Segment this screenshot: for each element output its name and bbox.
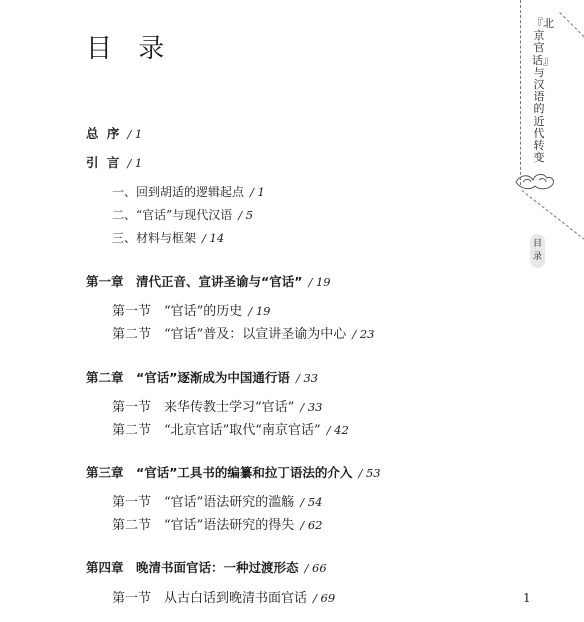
toc-chapter-2[interactable] (86, 368, 318, 386)
toc-entry-introduction[interactable] (86, 153, 142, 171)
running-book-title: 『北京官话』与汉语的近代转变 (532, 17, 554, 165)
toc-section-1-1[interactable] (112, 300, 270, 319)
page-number: 1 (523, 591, 531, 605)
toc-entry-page: / 1 (250, 185, 265, 199)
toc-entry-page: / 69 (313, 591, 336, 605)
toc-entry-page: / 19 (308, 275, 331, 289)
toc-section-1-2[interactable] (112, 323, 374, 342)
toc-entry-label: 第一节 “官话”的历史 (112, 304, 243, 319)
toc-entry-label: 引 言 (86, 155, 122, 170)
toc-entry-label: 第四章 晚清书面官话：一种过渡形态 (86, 560, 299, 575)
toc-entry-page: / 14 (202, 231, 225, 245)
toc-entry-page: / 33 (295, 371, 319, 385)
toc-entry-label: 第二节 “北京官话”取代“南京官话” (112, 423, 321, 438)
toc-entry-label: 第一节 “官话”语法研究的滥觞 (112, 495, 295, 510)
toc-entry-intro-1[interactable] (112, 183, 265, 200)
toc-section-4-1[interactable] (112, 587, 335, 606)
toc-chapter-1[interactable] (86, 272, 331, 290)
toc-section-2-2[interactable] (112, 419, 349, 438)
margin-diagonal-line-top (559, 12, 584, 41)
toc-entry-label: 三、材料与框架 (112, 231, 197, 245)
toc-entry-intro-2[interactable] (112, 206, 253, 223)
margin-divider-line (520, 0, 521, 185)
toc-entry-label: 总 序 (86, 126, 122, 141)
toc-entry-page: / 33 (300, 400, 323, 414)
toc-entry-page: / 66 (304, 561, 327, 575)
toc-entry-label: 第一节 从古白话到晚清书面官话 (112, 591, 308, 606)
toc-entry-label: 第一章 清代正音、宣讲圣谕与“官话” (86, 274, 303, 289)
toc-entry-page: / 5 (238, 208, 254, 222)
toc-entry-label: 一、回到胡适的逻辑起点 (112, 185, 245, 199)
toc-section-2-1[interactable] (112, 396, 322, 415)
toc-entry-page: / 1 (127, 156, 143, 170)
toc-section-3-2[interactable] (112, 514, 322, 533)
toc-entry-label: 二、“官话”与现代汉语 (112, 208, 233, 222)
toc-entry-page: / 62 (300, 518, 323, 532)
toc-entry-page: / 42 (326, 423, 349, 437)
toc-entry-page: / 53 (358, 466, 381, 480)
toc-entry-page: / 54 (300, 495, 323, 509)
section-tab (530, 234, 545, 268)
page-title: 目 录 (86, 34, 174, 64)
toc-entry-general-preface[interactable] (86, 124, 142, 142)
toc-chapter-4[interactable] (86, 558, 327, 576)
toc-entry-page: / 1 (127, 127, 143, 141)
cloud-ornament-icon (513, 168, 557, 194)
margin-diagonal-line (521, 190, 584, 240)
toc-entry-label: 第一节 来华传教士学习“官话” (112, 400, 295, 415)
toc-section-3-1[interactable] (112, 491, 322, 510)
toc-entry-label: 第三章 “官话”工具书的编纂和拉丁语法的介入 (86, 465, 353, 480)
toc-chapter-3[interactable] (86, 463, 381, 481)
toc-entry-label: 第二节 “官话”普及：以宣讲圣谕为中心 (112, 327, 347, 342)
section-tab-char-1: 目 (532, 239, 542, 249)
toc-entry-intro-3[interactable] (112, 229, 224, 246)
toc-entry-page: / 23 (352, 327, 375, 341)
section-tab-char-2: 录 (532, 252, 542, 262)
toc-entry-page: / 19 (248, 304, 271, 318)
toc-entry-label: 第二章 “官话”逐渐成为中国通行语 (86, 370, 290, 385)
toc-entry-label: 第二节 “官话”语法研究的得失 (112, 518, 295, 533)
